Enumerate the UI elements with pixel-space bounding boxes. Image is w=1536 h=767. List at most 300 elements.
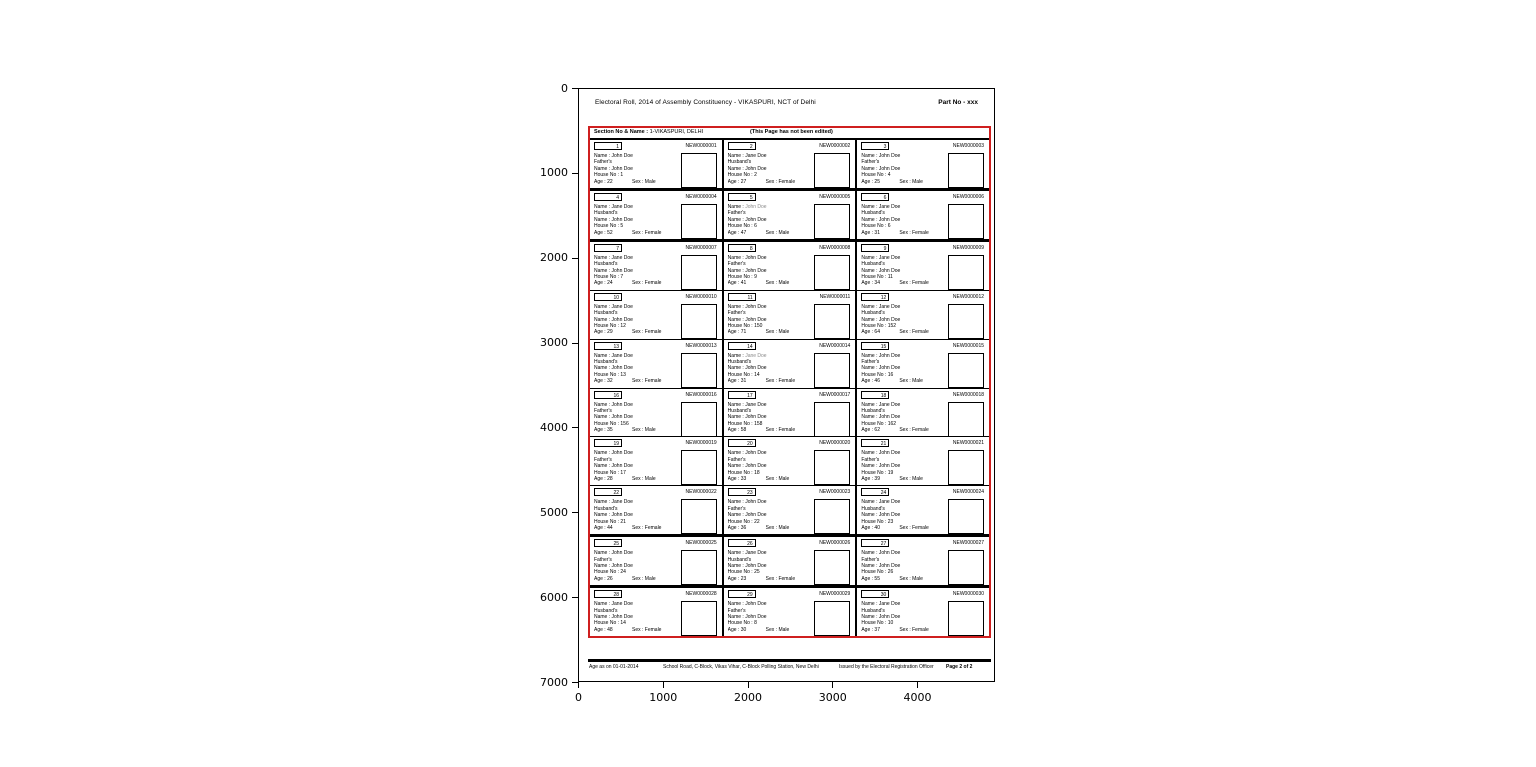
x-tick-mark [832, 682, 833, 688]
age-sex-line: Age : 35 Sex : Male [594, 427, 656, 434]
epic-id: NEW0000025 [685, 540, 717, 547]
serial-number-box [594, 193, 622, 201]
y-tick-mark [572, 88, 578, 89]
y-tick-mark [572, 512, 578, 513]
relation-line2: Name : John Doe [727, 463, 767, 470]
relation-label-line1: Father's [727, 505, 746, 512]
voter-details [594, 450, 682, 482]
photo-box [681, 402, 717, 437]
age-sex-line: Age : 23 Sex : Female [727, 575, 796, 582]
voter-details [594, 550, 682, 582]
house-line: House No : 6 [861, 223, 891, 230]
roll-title: Electoral Roll, 2014 of Assembly Constituency - VIKASPURI, NCT of Delhi [595, 99, 816, 106]
relation-line2: Name : John Doe [727, 267, 767, 274]
voter-card [590, 389, 724, 437]
age-sex-line: Age : 39 Sex : Male [861, 476, 923, 483]
name-line: Name : John Doe [861, 450, 901, 457]
serial-number-box [861, 244, 889, 252]
voter-details [728, 304, 816, 336]
relation-line2: Name : John Doe [594, 463, 633, 470]
electoral-roll-page [579, 89, 994, 681]
voter-card [857, 389, 989, 437]
voter-details [728, 204, 816, 236]
age-sex-line: Age : 24 Sex : Female [594, 280, 662, 287]
relation-label-line1: Husband's [727, 556, 752, 563]
relation-label-line1: Husband's [861, 607, 885, 614]
voter-details [861, 304, 949, 336]
voter-card [590, 340, 724, 388]
voter-card [590, 140, 724, 188]
relation-label-line1: Husband's [594, 310, 618, 317]
relation-line2: Name : John Doe [727, 563, 767, 570]
serial-number-box [728, 193, 756, 201]
serial-number-box [594, 142, 622, 150]
y-tick-mark [572, 343, 578, 344]
name-line: Name : Jane Doe [727, 401, 767, 408]
photo-box [814, 204, 850, 239]
voter-details [861, 450, 949, 482]
relation-line2: Name : John Doe [594, 365, 633, 372]
house-line: House No : 18 [727, 469, 760, 476]
name-line: Name : Jane Doe [594, 203, 633, 210]
name-line: Name : John Doe [594, 450, 633, 457]
age-sex-line: Age : 41 Sex : Male [727, 280, 790, 287]
serial-number-box [861, 142, 889, 150]
photo-box [681, 204, 717, 239]
voter-details [728, 153, 816, 185]
photo-box [948, 402, 984, 437]
photo-box [681, 550, 717, 585]
epic-id: NEW0000022 [685, 489, 717, 496]
photo-box [814, 153, 850, 188]
voter-card [857, 291, 989, 339]
name-line: Name : John Doe [727, 601, 767, 608]
age-sex-line: Age : 58 Sex : Female [727, 427, 796, 434]
relation-line2: Name : John Doe [861, 414, 901, 421]
house-line: House No : 14 [594, 620, 626, 627]
serial-number-box [728, 439, 756, 447]
photo-box [681, 304, 717, 339]
y-tick-mark [572, 597, 578, 598]
serial-number-box [728, 391, 756, 399]
epic-id: NEW0000002 [819, 143, 851, 149]
photo-box [814, 255, 850, 290]
relation-label-line1: Husband's [861, 407, 885, 414]
serial-number: 18 [880, 392, 887, 399]
relation-line2: Name : John Doe [594, 512, 633, 519]
house-line: House No : 7 [594, 274, 624, 281]
relation-label-line1: Father's [594, 407, 612, 414]
epic-id: NEW0000018 [952, 391, 985, 398]
serial-number: 2 [749, 144, 753, 150]
voter-details [861, 499, 949, 531]
serial-number: 3 [883, 144, 887, 150]
age-sex-line: Age : 30 Sex : Male [727, 626, 790, 633]
photo-box [948, 601, 984, 636]
age-sex-line: Age : 44 Sex : Female [594, 524, 662, 531]
photo-box [948, 499, 984, 534]
voter-details [861, 153, 949, 185]
relation-line2: Name : John Doe [727, 414, 767, 421]
voter-card [590, 537, 724, 585]
serial-number: 7 [616, 245, 619, 252]
photo-box [814, 550, 850, 585]
photo-box [681, 450, 717, 485]
voter-card-grid [590, 140, 989, 636]
serial-number: 22 [613, 490, 619, 497]
name-line: Name : Jane Doe [861, 254, 901, 261]
photo-box [948, 550, 984, 585]
age-sex-line: Age : 34 Sex : Female [861, 280, 929, 287]
photo-box [948, 304, 984, 339]
age-sex-line: Age : 29 Sex : Female [594, 329, 662, 336]
serial-number-box [861, 488, 889, 496]
name-line: Name : John Doe [594, 401, 633, 408]
house-line: House No : 11 [861, 274, 893, 281]
photo-box [948, 153, 984, 188]
serial-number: 29 [747, 592, 753, 599]
serial-number-box [594, 244, 622, 252]
name-line: Name : Jane Doe [727, 352, 767, 359]
relation-label-line1: Father's [727, 261, 746, 268]
name-line: Name : John Doe [727, 450, 767, 457]
relation-label-line1: Father's [861, 556, 880, 563]
voter-card [857, 191, 989, 239]
house-line: House No : 8 [727, 620, 757, 627]
voter-details [594, 255, 682, 287]
age-sex-line: Age : 40 Sex : Female [861, 524, 929, 531]
house-line: House No : 24 [594, 569, 626, 576]
epic-id: NEW0000017 [819, 391, 851, 398]
voter-details [861, 550, 949, 582]
name-line: Name : Jane Doe [861, 203, 901, 210]
photo-box [681, 601, 717, 636]
footer-station: School Road, C-Block, Vikas Vihar, C-Block Polling Station, New Delhi [663, 664, 819, 670]
relation-line2: Name : John Doe [727, 216, 767, 223]
x-tick-mark [663, 682, 664, 688]
serial-number: 13 [613, 343, 619, 350]
name-line: Name : Jane Doe [594, 601, 633, 608]
serial-number-box [594, 439, 622, 447]
name-line: Name : John Doe [727, 499, 767, 506]
epic-id: NEW0000007 [685, 244, 717, 251]
serial-number-box [728, 539, 756, 547]
epic-id: NEW0000012 [952, 293, 985, 300]
serial-number-box [861, 193, 889, 201]
relation-label-line1: Father's [861, 359, 880, 366]
relation-label-line1: Father's [727, 607, 746, 614]
footer-page-number: Page 2 of 2 [946, 664, 973, 670]
relation-line2: Name : John Doe [594, 316, 633, 323]
card-row [590, 588, 989, 636]
serial-number: 11 [747, 294, 753, 301]
card-row [590, 537, 989, 588]
voter-details [594, 153, 682, 185]
relation-label-line1: Husband's [727, 159, 752, 166]
relation-line2: Name : John Doe [727, 512, 767, 519]
epic-id: NEW0000010 [685, 293, 717, 300]
epic-id: NEW0000009 [952, 244, 985, 251]
age-sex-line: Age : 31 Sex : Female [727, 378, 796, 385]
relation-line2: Name : John Doe [727, 316, 767, 323]
voter-details [861, 601, 949, 633]
relation-label-line1: Father's [861, 159, 880, 166]
photo-box [681, 153, 717, 188]
footer-age-note: Age as on 01-01-2014 [589, 664, 639, 670]
epic-id: NEW0000004 [685, 193, 717, 200]
photo-box [814, 304, 850, 339]
house-line: House No : 156 [594, 420, 629, 427]
serial-number: 27 [880, 541, 887, 548]
name-line: Name : Jane Doe [861, 303, 901, 310]
x-tick-mark [917, 682, 918, 688]
age-sex-line: Age : 47 Sex : Male [727, 229, 790, 236]
serial-number-box [594, 539, 622, 547]
name-line: Name : John Doe [861, 153, 901, 159]
epic-id: NEW0000021 [952, 440, 985, 447]
name-line: Name : Jane Doe [727, 153, 767, 159]
serial-number-box [594, 590, 622, 598]
serial-number: 15 [880, 343, 887, 350]
epic-id: NEW0000024 [952, 489, 985, 496]
relation-label-line1: Husband's [594, 261, 618, 268]
name-line: Name : John Doe [727, 203, 767, 210]
card-row [590, 140, 989, 191]
voter-card [724, 340, 858, 388]
house-line: House No : 19 [861, 469, 894, 476]
y-tick-label: 0 [561, 81, 568, 95]
voter-card [724, 291, 858, 339]
relation-label-line1: Father's [594, 159, 612, 166]
relation-line2: Name : John Doe [861, 563, 901, 570]
y-tick-label: 2000 [540, 251, 568, 265]
voter-card [590, 588, 724, 636]
serial-number: 30 [880, 592, 887, 599]
age-sex-line: Age : 52 Sex : Female [594, 229, 662, 236]
highlight-red-box [588, 126, 991, 638]
epic-id: NEW0000027 [952, 540, 985, 547]
photo-box [681, 353, 717, 388]
serial-number-box [594, 342, 622, 350]
serial-number: 25 [613, 541, 619, 548]
card-row [590, 340, 989, 389]
house-line: House No : 14 [727, 371, 760, 378]
y-tick-label: 6000 [540, 590, 568, 604]
section-note: (This Page has not been edited) [750, 129, 833, 135]
serial-number-box [728, 342, 756, 350]
voter-details [594, 402, 682, 434]
serial-number: 16 [613, 392, 619, 399]
serial-number-box [861, 439, 889, 447]
voter-card [590, 242, 724, 290]
x-tick-label: 3000 [818, 691, 847, 704]
house-line: House No : 2 [727, 172, 757, 179]
name-line: Name : Jane Doe [861, 499, 901, 506]
voter-card [590, 486, 724, 534]
house-line: House No : 150 [727, 322, 763, 329]
serial-number: 26 [747, 541, 753, 548]
house-line: House No : 16 [861, 371, 894, 378]
voter-details [861, 353, 949, 385]
age-sex-line: Age : 36 Sex : Male [727, 524, 790, 531]
house-line: House No : 152 [861, 322, 897, 329]
serial-number: 5 [749, 194, 753, 201]
relation-line2: Name : John Doe [861, 216, 901, 223]
section-value: 1-VIKASPURI, DELHI [649, 129, 704, 135]
epic-id: NEW0000014 [819, 342, 851, 349]
y-tick-mark [572, 427, 578, 428]
y-tick-label: 5000 [540, 505, 568, 519]
serial-number-box [861, 391, 889, 399]
epic-id: NEW0000030 [952, 591, 985, 598]
epic-id: NEW0000013 [685, 342, 717, 349]
serial-number-box [861, 590, 889, 598]
voter-details [861, 255, 949, 287]
epic-id: NEW0000029 [819, 591, 851, 598]
voter-details [594, 353, 682, 385]
name-line: Name : John Doe [727, 303, 767, 310]
voter-card [724, 588, 858, 636]
relation-label-line1: Husband's [861, 261, 885, 268]
serial-number: 4 [616, 194, 619, 201]
name-line: Name : John Doe [594, 153, 633, 159]
age-sex-line: Age : 28 Sex : Male [594, 476, 656, 483]
voter-card [590, 291, 724, 339]
voter-card [857, 437, 989, 485]
serial-number: 8 [749, 245, 753, 252]
photo-box [814, 450, 850, 485]
house-line: House No : 12 [594, 322, 626, 329]
serial-number: 14 [747, 343, 753, 350]
age-sex-line: Age : 48 Sex : Female [594, 626, 662, 633]
photo-box [814, 601, 850, 636]
voter-details [594, 601, 682, 633]
relation-line2: Name : John Doe [594, 414, 633, 421]
relation-label-line1: Father's [594, 556, 612, 563]
voter-details [861, 204, 949, 236]
voter-details [728, 255, 816, 287]
serial-number-box [861, 342, 889, 350]
photo-box [681, 255, 717, 290]
house-line: House No : 22 [727, 518, 760, 525]
y-tick-label: 3000 [540, 336, 568, 350]
voter-card [724, 486, 858, 534]
age-sex-line: Age : 62 Sex : Female [861, 427, 929, 434]
epic-id: NEW0000005 [819, 193, 851, 200]
voter-details [728, 450, 816, 482]
serial-number: 24 [880, 490, 887, 497]
photo-box [948, 353, 984, 388]
voter-card [724, 191, 858, 239]
voter-details [861, 402, 949, 434]
name-line: Name : John Doe [727, 254, 767, 261]
serial-number: 10 [613, 294, 619, 301]
relation-label-line1: Father's [727, 210, 746, 217]
x-tick-label: 4000 [903, 691, 932, 704]
relation-label-line1: Husband's [861, 210, 885, 217]
serial-number: 21 [880, 441, 887, 448]
serial-number-box [861, 539, 889, 547]
name-line: Name : Jane Doe [594, 303, 633, 310]
relation-line2: Name : John Doe [861, 316, 901, 323]
relation-label-line1: Father's [594, 456, 612, 463]
age-sex-line: Age : 25 Sex : Male [861, 178, 923, 185]
relation-label-line1: Husband's [861, 505, 885, 512]
epic-id: NEW0000015 [952, 342, 985, 349]
relation-label-line1: Husband's [594, 210, 618, 217]
voter-card [857, 340, 989, 388]
epic-id: NEW0000026 [819, 540, 851, 547]
age-sex-line: Age : 27 Sex : Female [727, 178, 796, 185]
voter-card [857, 140, 989, 188]
house-line: House No : 17 [594, 469, 626, 476]
serial-number-box [728, 488, 756, 496]
epic-id: NEW0000001 [685, 143, 717, 149]
relation-line2: Name : John Doe [861, 267, 901, 274]
serial-number: 28 [613, 592, 619, 599]
house-line: House No : 158 [727, 420, 763, 427]
card-row [590, 389, 989, 438]
relation-line2: Name : John Doe [594, 563, 633, 570]
x-tick-label: 1000 [649, 691, 678, 704]
name-line: Name : Jane Doe [594, 499, 633, 506]
serial-number: 20 [747, 441, 753, 448]
photo-box [681, 499, 717, 534]
serial-number: 9 [883, 245, 887, 252]
x-tick-label: 2000 [734, 691, 762, 704]
serial-number-box [728, 590, 756, 598]
relation-label-line1: Husband's [727, 359, 752, 366]
photo-box [814, 499, 850, 534]
serial-number: 19 [613, 441, 619, 448]
serial-number-box [594, 293, 622, 301]
x-tick-label: 0 [575, 691, 582, 704]
age-sex-line: Age : 64 Sex : Female [861, 329, 929, 336]
age-sex-line: Age : 32 Sex : Female [594, 378, 662, 385]
voter-card [724, 140, 858, 188]
epic-id: NEW0000003 [952, 143, 985, 149]
card-row [590, 191, 989, 242]
y-tick-label: 1000 [540, 166, 568, 180]
name-line: Name : John Doe [594, 550, 633, 557]
house-line: House No : 23 [861, 518, 894, 525]
relation-label-line1: Father's [727, 310, 746, 317]
part-number: Part No - xxx [938, 99, 978, 106]
house-line: House No : 4 [861, 172, 891, 179]
house-line: House No : 25 [727, 569, 760, 576]
age-sex-line: Age : 26 Sex : Male [594, 575, 656, 582]
x-tick-mark [578, 682, 579, 688]
voter-details [728, 499, 816, 531]
relation-line2: Name : John Doe [594, 613, 633, 620]
voter-details [728, 550, 816, 582]
relation-line2: Name : John Doe [861, 512, 901, 519]
relation-line2: Name : John Doe [861, 613, 901, 620]
photo-box [948, 450, 984, 485]
voter-details [728, 402, 816, 434]
relation-line2: Name : John Doe [727, 365, 767, 372]
relation-line2: Name : John Doe [594, 267, 633, 274]
x-tick-mark [748, 682, 749, 688]
epic-id: NEW0000016 [685, 391, 717, 398]
name-line: Name : Jane Doe [861, 401, 901, 408]
relation-line2: Name : John Doe [861, 165, 901, 172]
relation-line2: Name : John Doe [594, 165, 633, 172]
epic-id: NEW0000008 [819, 244, 851, 251]
voter-details [594, 204, 682, 236]
voter-details [594, 499, 682, 531]
relation-label-line1: Husband's [861, 310, 885, 317]
